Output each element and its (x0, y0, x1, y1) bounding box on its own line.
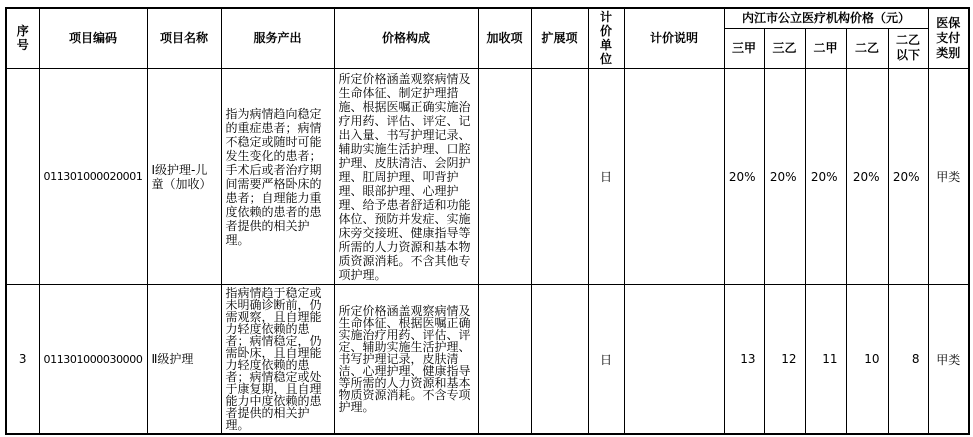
cell-price-tier-2a: 20% (805, 69, 846, 285)
table-row (6, 69, 969, 285)
cell-insurance: 甲类 (928, 69, 969, 285)
cell-surcharge (478, 285, 531, 435)
cell-price-tier-3b: 20% (764, 69, 805, 285)
cell-price-tier-2a: 11 (805, 285, 846, 435)
col-header-tier-below-2b (888, 28, 928, 68)
col-header-tier-3b: 三乙 (764, 28, 805, 68)
cell-insurance: 甲类 (928, 285, 969, 435)
cell-price-tier-3b: 12 (764, 285, 805, 435)
col-header-seq-label: 序号 (16, 24, 29, 52)
cell-price-tier-3a: 13 (724, 285, 764, 435)
cell-seq: 3 (6, 285, 39, 435)
col-header-pricing-note: 计价说明 (624, 8, 724, 69)
cell-price-tier-below-2b: 8 (888, 285, 928, 435)
cell-pricing-note (624, 69, 724, 285)
cell-name: Ⅱ级护理 (147, 285, 221, 435)
cell-seq (6, 69, 39, 285)
cell-price-tier-3a: 20% (724, 69, 764, 285)
table-row (6, 285, 969, 435)
col-header-code: 项目编码 (39, 8, 147, 69)
cell-price-composition: 所定价格涵盖观察病情及生命体征、制定护理措施、根据医嘱正确实施治疗用药、评估、评定、记出入量、书写护理记录、辅助实施生活护理、口腔护理、皮肤清洁、会阴护理、肛周护理、叩背护理、眼部护理、心理护理、给予患者舒适和功能体位、预防并发症、实施床旁交接班、健康指导等所需的人力资源和基本物质资源消耗。不含其他专项护理。 (334, 69, 478, 285)
col-header-pricing-unit (588, 8, 624, 69)
col-header-service-output: 服务产出 (221, 8, 334, 69)
cell-price-tier-2b: 10 (846, 285, 888, 435)
pricing-table (5, 7, 970, 435)
col-header-insurance-label: 医保支付类别 (936, 16, 961, 60)
cell-extended (531, 69, 588, 285)
col-header-price-composition: 价格构成 (334, 8, 478, 69)
col-header-pricing-unit-label: 计价单位 (600, 10, 613, 66)
col-header-price-group: 内江市公立医疗机构价格（元） (724, 8, 928, 28)
cell-pricing-unit: 日 (588, 69, 624, 285)
cell-code: 011301000030000 (39, 285, 147, 435)
col-header-extended: 扩展项 (531, 8, 588, 69)
cell-name: Ⅰ级护理-儿童（加收） (147, 69, 221, 285)
col-header-tier-3a: 三甲 (724, 28, 764, 68)
col-header-surcharge: 加收项 (478, 8, 531, 69)
cell-surcharge (478, 69, 531, 285)
cell-pricing-note (624, 285, 724, 435)
col-header-tier-2b: 二乙 (846, 28, 888, 68)
cell-service-output: 指为病情趋向稳定的重症患者；病情不稳定或随时可能发生变化的患者；手术后或者治疗期间需要严格卧床的患者；自理能力重度依赖的患者的患者提供的相关护理。 (221, 69, 334, 285)
table-header (6, 8, 969, 69)
cell-code: 011301000020001 (39, 69, 147, 285)
col-header-name: 项目名称 (147, 8, 221, 69)
col-header-seq (6, 8, 39, 69)
cell-price-tier-2b: 20% (846, 69, 888, 285)
col-header-tier-below-2b-label: 二乙以下 (896, 33, 921, 63)
cell-service-output: 指病情趋于稳定或未明确诊断前，仍需观察，且自理能力轻度依赖的患者；病情稳定，仍需卧床，且自理能力轻度依赖的患者；病情稳定或处于康复期，且自理能力中度依赖的患者提供的相关护理。 (221, 285, 334, 435)
col-header-insurance (928, 8, 969, 69)
cell-extended (531, 285, 588, 435)
cell-price-tier-below-2b: 20% (888, 69, 928, 285)
cell-price-composition: 所定价格涵盖观察病情及生命体征、根据医嘱正确实施治疗用药、评估、评定、辅助实施生活护理、书写护理记录，皮肤清洁、心理护理、健康指导等所需的人力资源和基本物质资源消耗。不含专项护理。 (334, 285, 478, 435)
cell-pricing-unit: 日 (588, 285, 624, 435)
col-header-tier-2a: 二甲 (805, 28, 846, 68)
table-body (6, 69, 969, 435)
